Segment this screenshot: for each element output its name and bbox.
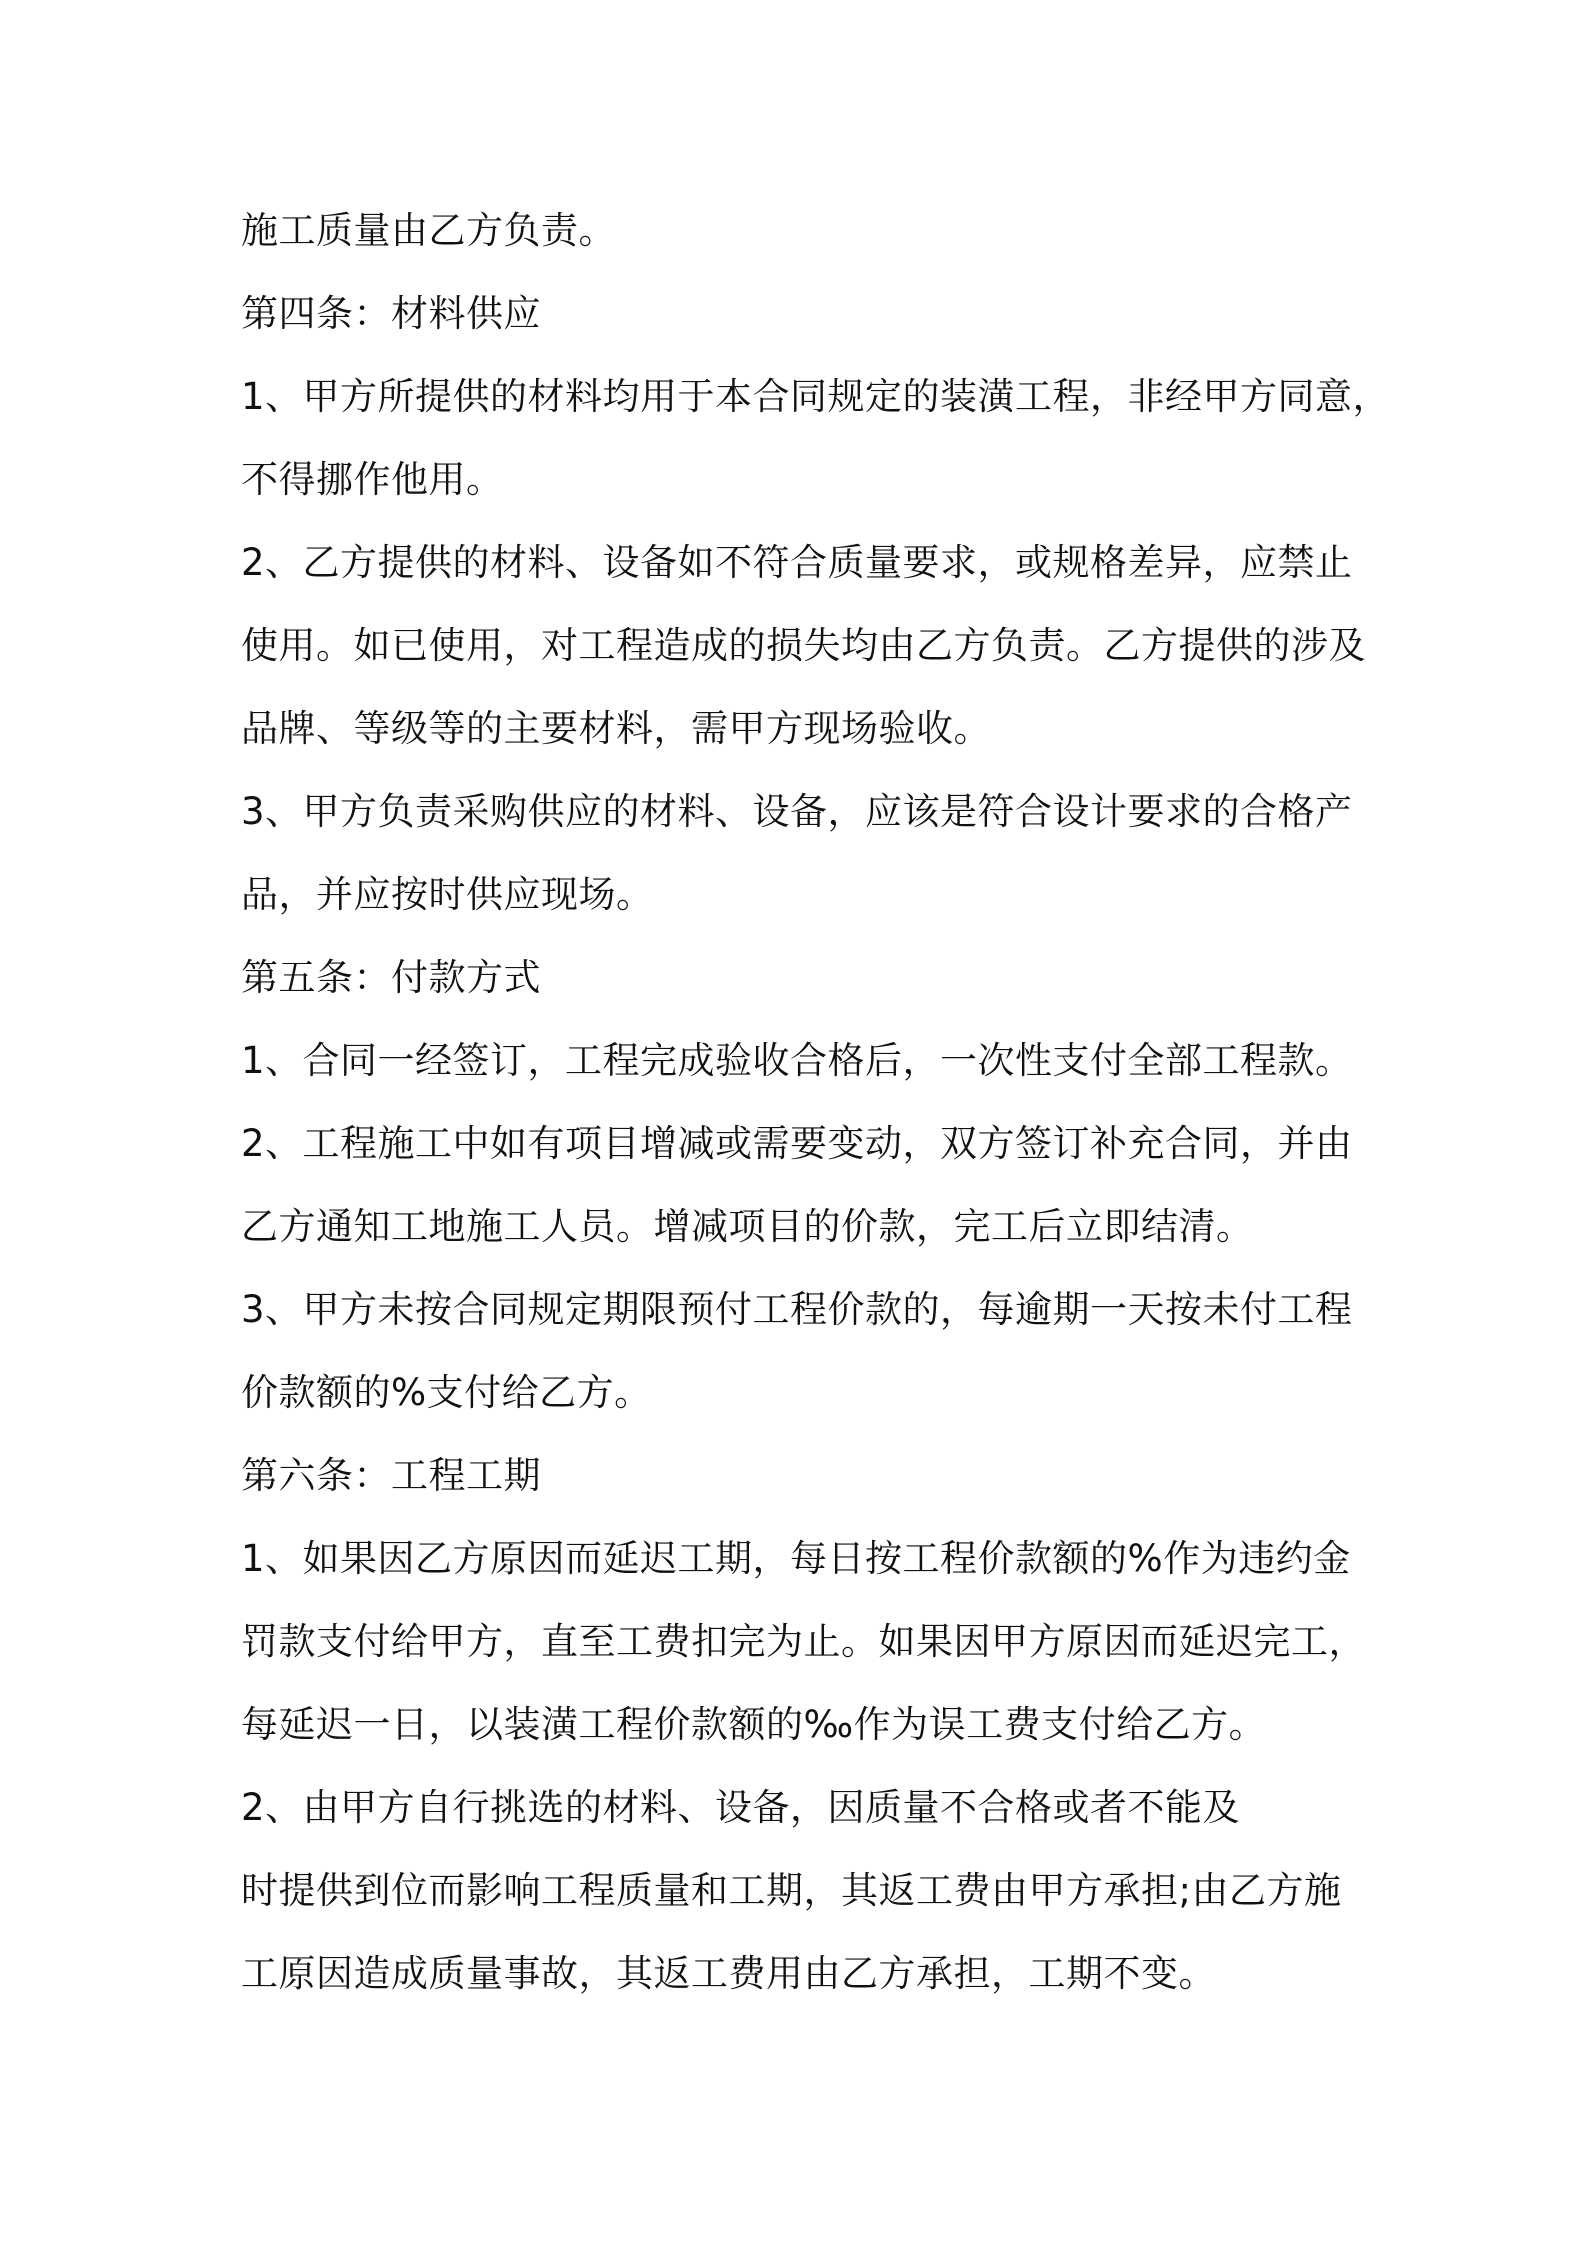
section-heading-5: 第五条：付款方式 (241, 956, 541, 999)
text-line: 每延迟一日，以装潢工程价款额的‰作为误工费支付给乙方。 (241, 1703, 1267, 1746)
text-line: 价款额的%支付给乙方。 (241, 1371, 652, 1414)
text-line: 时提供到位而影响工程质量和工期，其返工费由甲方承担;由乙方施 (241, 1869, 1342, 1912)
text-line: 使用。如已使用，对工程造成的损失均由乙方负责。乙方提供的涉及 (241, 624, 1366, 667)
text-line: 2、由甲方自行挑选的材料、设备，因质量不合格或者不能及 (241, 1786, 1241, 1829)
text-line: 1、如果因乙方原因而延迟工期，每日按工程价款额的%作为违约金 (241, 1537, 1351, 1580)
text-line: 品牌、等级等的主要材料，需甲方现场验收。 (241, 707, 991, 750)
text-line: 2、乙方提供的材料、设备如不符合质量要求，或规格差异，应禁止 (241, 541, 1353, 584)
text-line: 不得挪作他用。 (241, 458, 504, 501)
text-line: 1、甲方所提供的材料均用于本合同规定的装潢工程，非经甲方同意， (241, 375, 1391, 418)
text-line: 工原因造成质量事故，其返工费用由乙方承担，工期不变。 (241, 1952, 1216, 1995)
text-line: 3、甲方未按合同规定期限预付工程价款的，每逾期一天按未付工程 (241, 1288, 1353, 1331)
text-line: 2、工程施工中如有项目增减或需要变动，双方签订补充合同，并由 (241, 1122, 1353, 1165)
text-line: 1、合同一经签订，工程完成验收合格后，一次性支付全部工程款。 (241, 1039, 1353, 1082)
text-line: 施工质量由乙方负责。 (241, 209, 616, 252)
text-line: 罚款支付给甲方，直至工费扣完为止。如果因甲方原因而延迟完工， (241, 1620, 1366, 1663)
section-heading-4: 第四条：材料供应 (241, 292, 541, 335)
text-line: 3、甲方负责采购供应的材料、设备，应该是符合设计要求的合格产 (241, 790, 1353, 833)
text-line: 乙方通知工地施工人员。增减项目的价款，完工后立即结清。 (241, 1205, 1254, 1248)
text-line: 品，并应按时供应现场。 (241, 873, 654, 916)
section-heading-6: 第六条：工程工期 (241, 1454, 541, 1497)
